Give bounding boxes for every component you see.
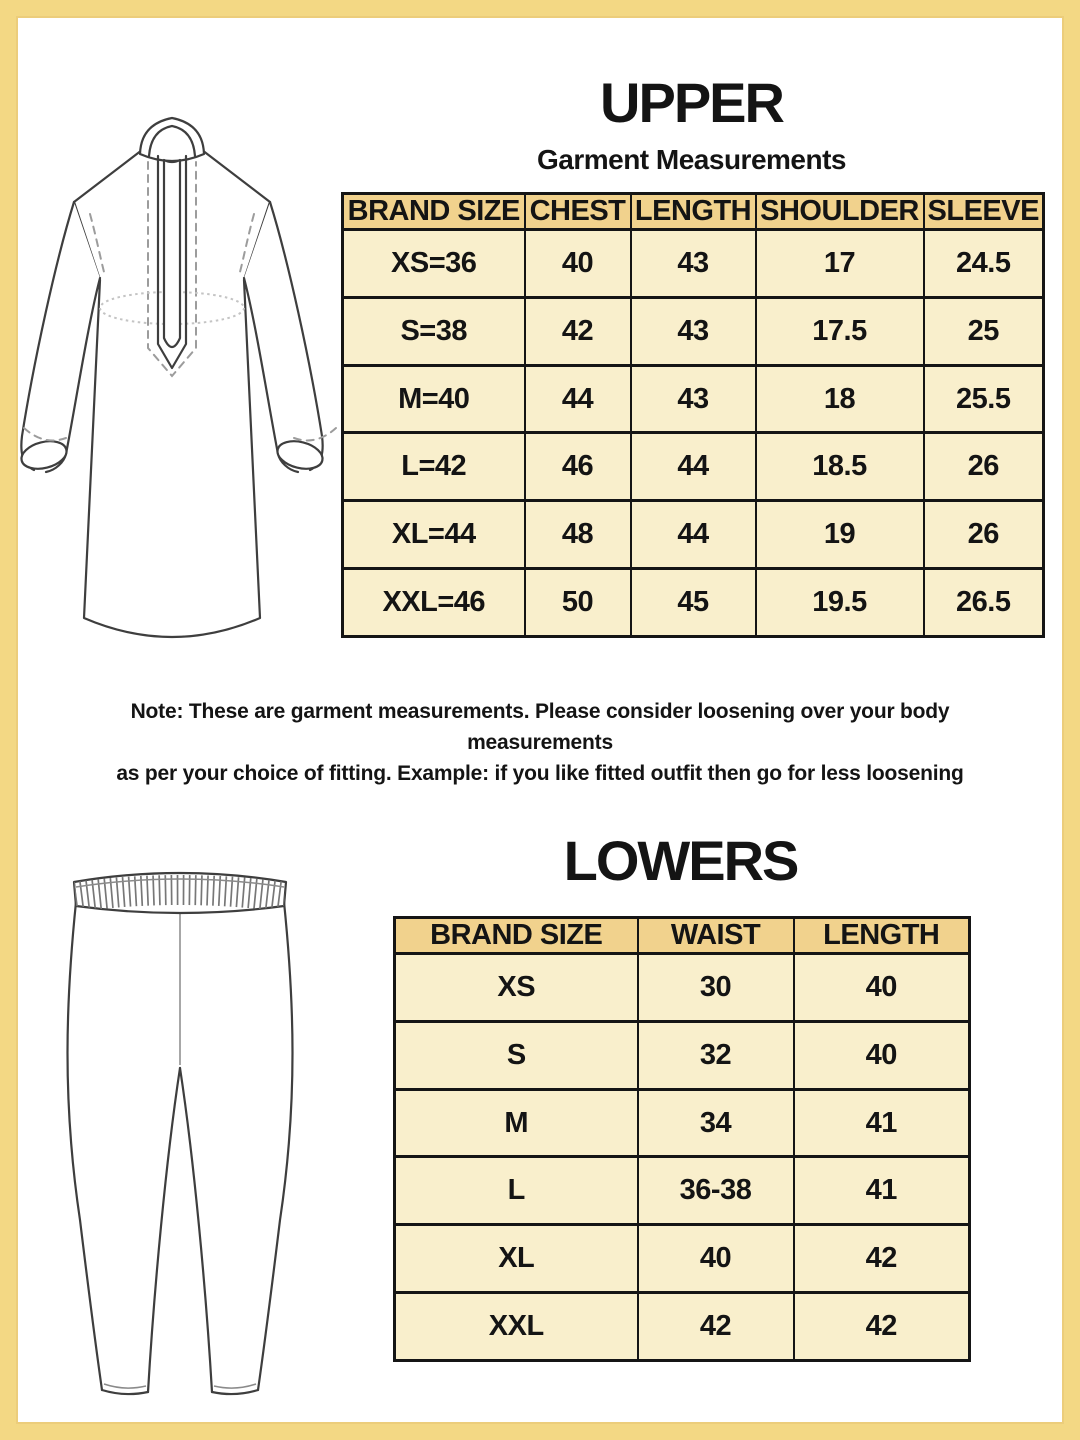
table-row — [343, 569, 1044, 637]
cell: S=38 — [343, 297, 525, 365]
header-cell-length: LENGTH — [631, 194, 756, 230]
cell: 18.5 — [756, 433, 924, 501]
cell: XXL=46 — [343, 569, 525, 637]
cell: 43 — [631, 230, 756, 298]
cell: 25.5 — [924, 365, 1044, 433]
header-cell-shoulder: SHOULDER — [756, 194, 924, 230]
cell: 42 — [638, 1293, 794, 1361]
table-row — [395, 1089, 970, 1157]
header-cell-brand-size: BRAND SIZE — [343, 194, 525, 230]
header-cell-length: LENGTH — [794, 918, 970, 954]
cell: M=40 — [343, 365, 525, 433]
measurement-note — [60, 696, 1020, 789]
header-cell-sleeve: SLEEVE — [924, 194, 1044, 230]
cell: 34 — [638, 1089, 794, 1157]
cell: XS — [395, 954, 638, 1022]
cell: 40 — [525, 230, 631, 298]
table-row — [343, 230, 1044, 298]
header-cell-waist: WAIST — [638, 918, 794, 954]
table-row — [343, 433, 1044, 501]
cell: 41 — [794, 1089, 970, 1157]
cell: 50 — [525, 569, 631, 637]
cell: 40 — [794, 1021, 970, 1089]
kurta-illustration — [12, 110, 348, 644]
upper-section-title: UPPER — [600, 71, 783, 134]
cell: 40 — [638, 1225, 794, 1293]
upper-header-row — [343, 194, 1044, 230]
cell: 42 — [525, 297, 631, 365]
note-line-2: as per your choice of fitting. Example: if you like fitted outfit then go for less loosening — [116, 762, 964, 785]
cell: 32 — [638, 1021, 794, 1089]
cell: XL — [395, 1225, 638, 1293]
cell: XS=36 — [343, 230, 525, 298]
table-row — [395, 1293, 970, 1361]
note-line-1: Note: These are garment measurements. Please consider loosening over your body measurements — [130, 700, 950, 754]
header-cell-chest: CHEST — [525, 194, 631, 230]
cell: 17 — [756, 230, 924, 298]
cell: 36-38 — [638, 1157, 794, 1225]
cell: 17.5 — [756, 297, 924, 365]
cell: S — [395, 1021, 638, 1089]
cell: 48 — [525, 501, 631, 569]
cell: XL=44 — [343, 501, 525, 569]
cell: 18 — [756, 365, 924, 433]
cell: 40 — [794, 954, 970, 1022]
upper-measurements-table — [341, 192, 1045, 638]
cell: 41 — [794, 1157, 970, 1225]
leggings-illustration — [58, 860, 302, 1408]
cell: L=42 — [343, 433, 525, 501]
table-row — [343, 501, 1044, 569]
table-row — [395, 1021, 970, 1089]
cell: 42 — [794, 1225, 970, 1293]
cell: 43 — [631, 365, 756, 433]
cell: 19 — [756, 501, 924, 569]
cell: 24.5 — [924, 230, 1044, 298]
cell: M — [395, 1089, 638, 1157]
cell: 25 — [924, 297, 1044, 365]
cell: L — [395, 1157, 638, 1225]
cell: 44 — [631, 433, 756, 501]
table-row — [343, 297, 1044, 365]
cell: 43 — [631, 297, 756, 365]
lowers-section-title: LOWERS — [563, 829, 798, 892]
cell: 19.5 — [756, 569, 924, 637]
table-row — [395, 1225, 970, 1293]
cell: 45 — [631, 569, 756, 637]
table-row — [343, 365, 1044, 433]
table-row — [395, 1157, 970, 1225]
cell: 26 — [924, 433, 1044, 501]
cell: XXL — [395, 1293, 638, 1361]
table-row — [395, 954, 970, 1022]
lowers-header-row — [395, 918, 970, 954]
cell: 42 — [794, 1293, 970, 1361]
cell: 26 — [924, 501, 1044, 569]
cell: 46 — [525, 433, 631, 501]
cell: 26.5 — [924, 569, 1044, 637]
cell: 30 — [638, 954, 794, 1022]
lowers-measurements-table — [393, 916, 971, 1362]
header-cell-brand-size: BRAND SIZE — [395, 918, 638, 954]
cell: 44 — [525, 365, 631, 433]
cell: 44 — [631, 501, 756, 569]
upper-section-subtitle: Garment Measurements — [536, 144, 846, 175]
